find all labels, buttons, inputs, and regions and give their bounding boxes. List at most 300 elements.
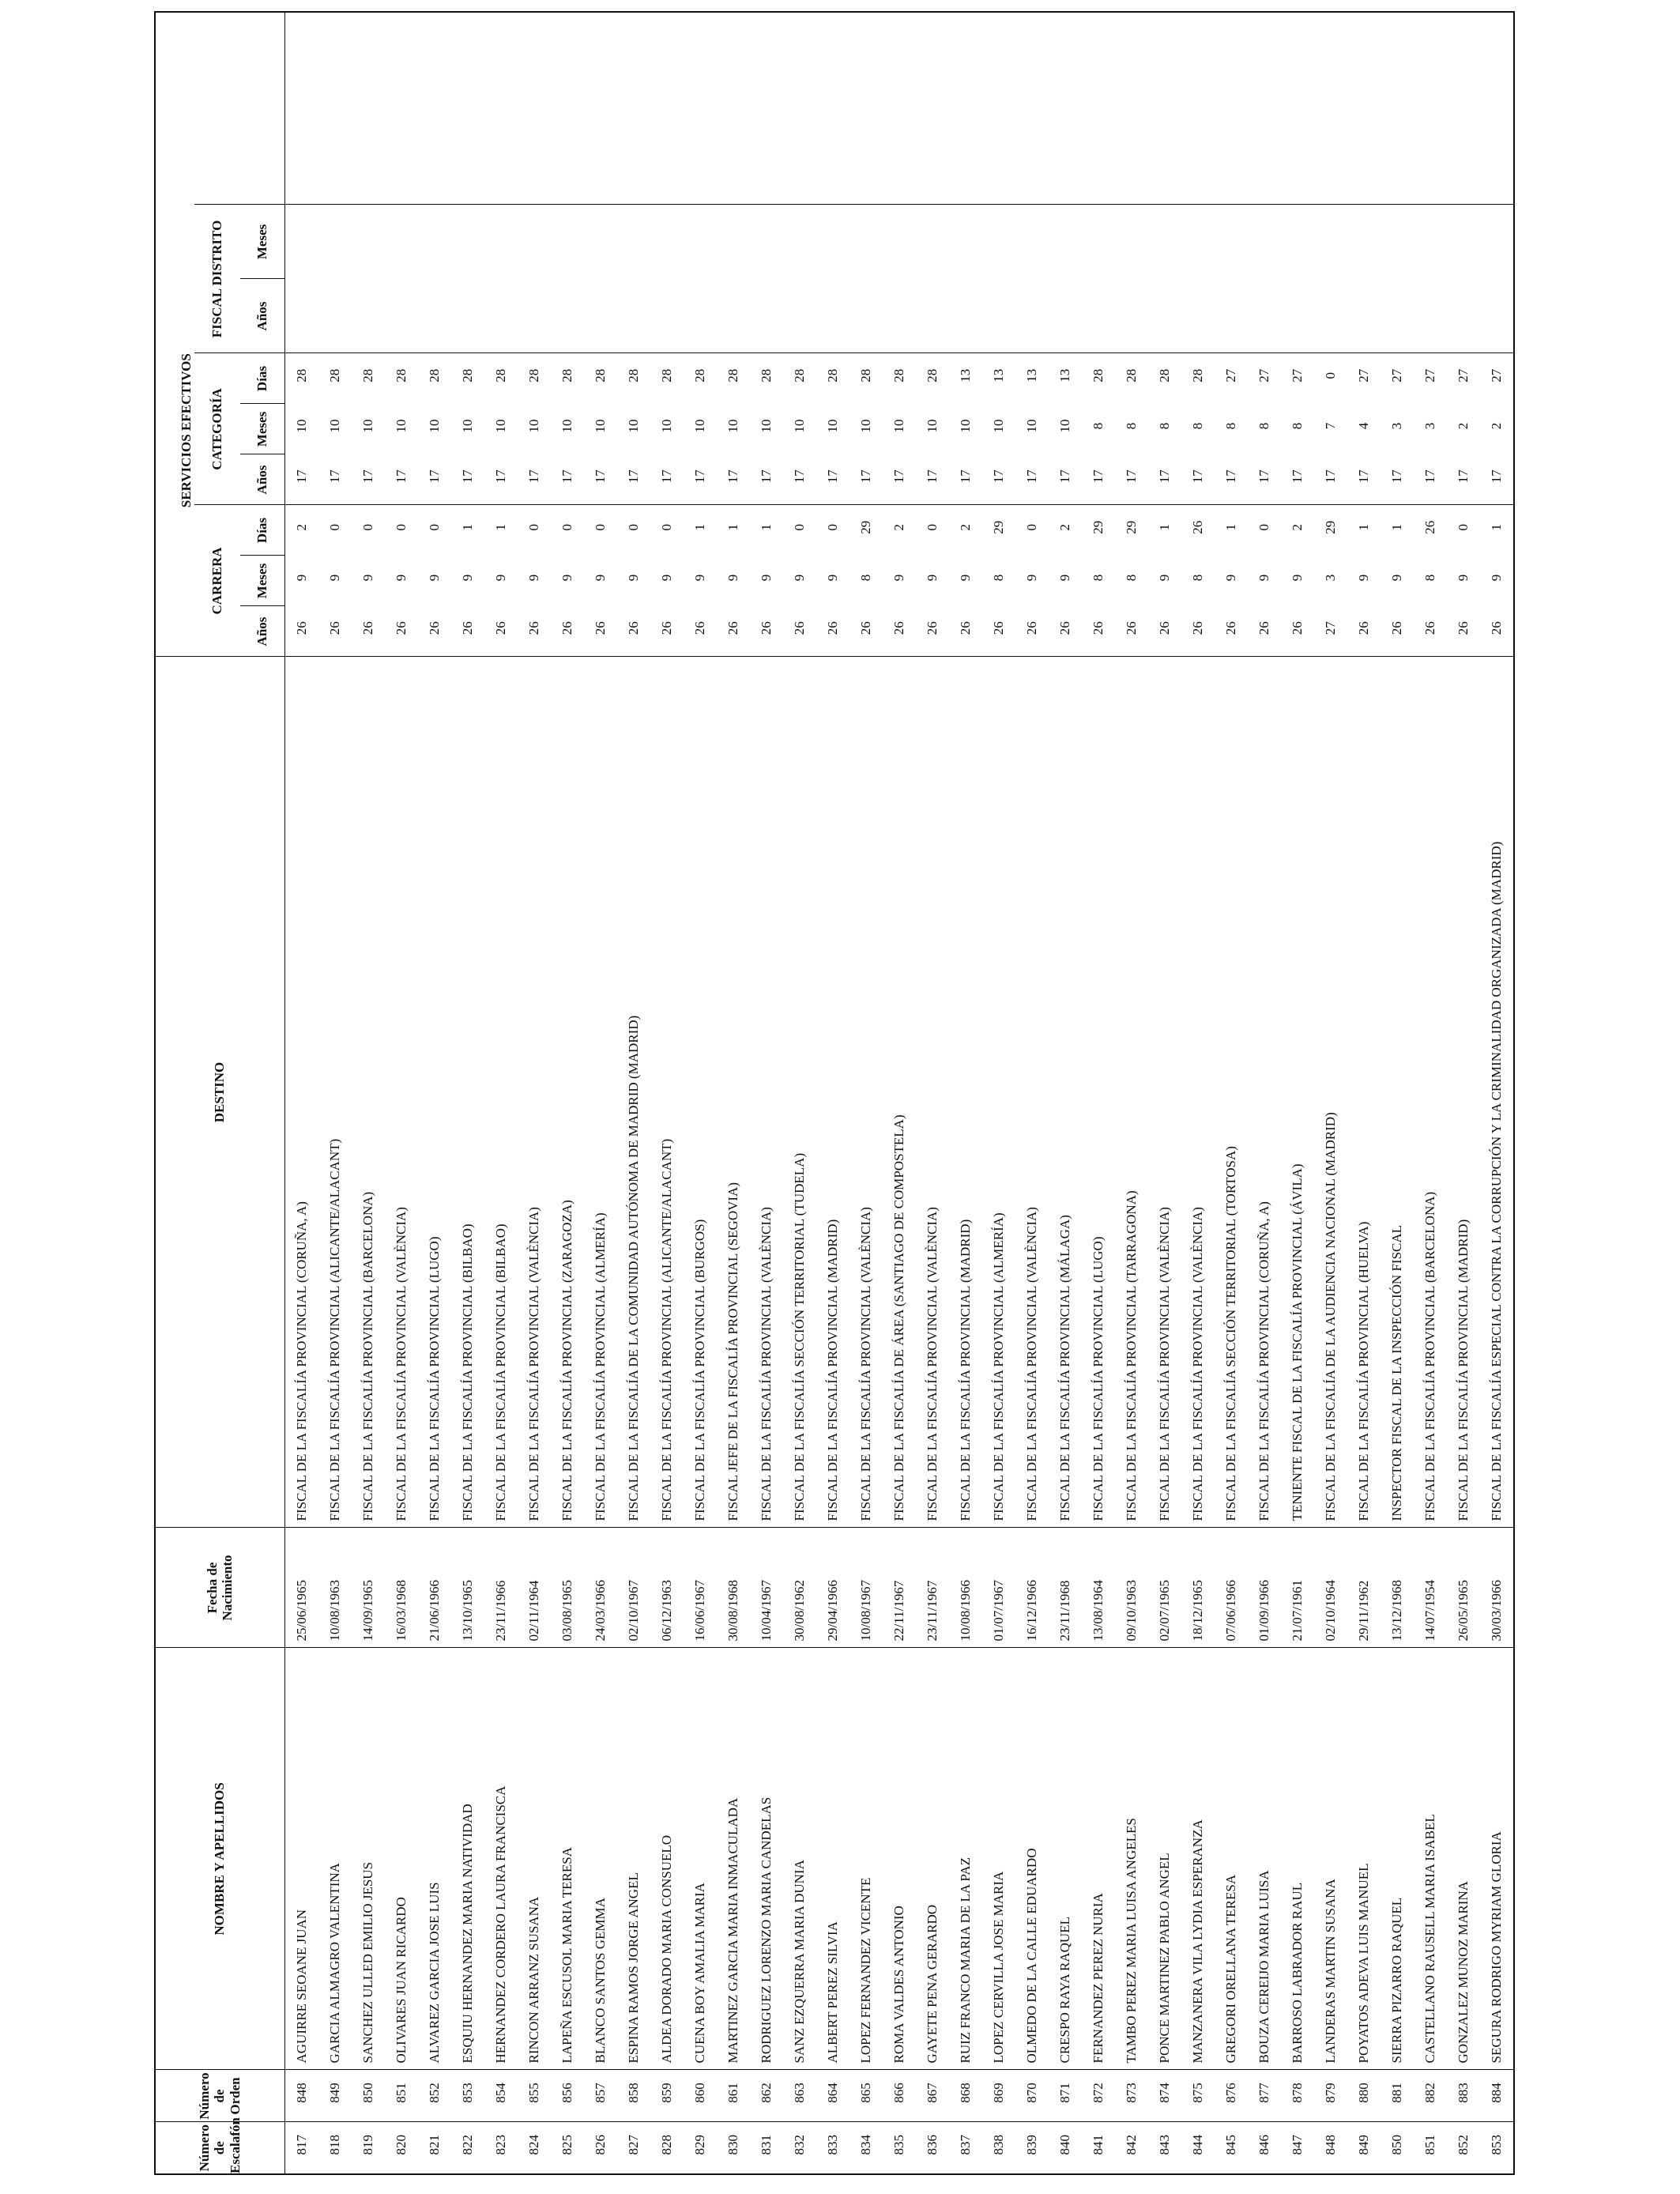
cell-carrera-dias: 2 <box>1049 505 1082 556</box>
table-row <box>1215 12 1248 2174</box>
cell-numero-escalafon: 845 <box>1215 2122 1248 2174</box>
cell-categoria-anos: 17 <box>559 469 574 484</box>
cell-carrera-meses: 9 <box>691 574 707 582</box>
cell-categoria-anos: 17 <box>691 469 707 484</box>
cell-numero-escalafon: 846 <box>1248 2122 1281 2174</box>
cell-destino: FISCAL DE LA FISCALÍA PROVINCIAL (VALÈNCIA) <box>849 657 883 1528</box>
cell-categoria-meses: 3 <box>1422 422 1437 430</box>
cell-carrera-dias: 0 <box>318 505 352 556</box>
table-row <box>982 12 1015 2174</box>
cell-fiscal-distrito-anos <box>1148 279 1181 353</box>
cell-carrera-anos: 26 <box>924 621 940 635</box>
cell-carrera-meses: 9 <box>592 574 608 582</box>
cell-numero-escalafon: 834 <box>849 2122 883 2174</box>
cell-blank <box>684 12 717 205</box>
cell-categoria-meses: 10 <box>725 419 740 433</box>
cell-categoria-meses: 8 <box>1189 422 1205 430</box>
cell-carrera-anos: 26 <box>1488 621 1504 635</box>
cell-carrera-anos: 26 <box>1289 621 1305 635</box>
cell-categoria-dias: 28 <box>451 353 484 404</box>
cell-destino: FISCAL DE LA FISCALÍA PROVINCIAL (VALÈNCIA) <box>750 657 783 1528</box>
cell-carrera-dias: 29 <box>849 505 883 556</box>
cell-carrera-dias: 1 <box>717 505 750 556</box>
cell-blank <box>484 12 518 205</box>
cell-categoria-meses: 10 <box>990 419 1006 433</box>
cell-numero-orden: 875 <box>1181 2070 1215 2122</box>
cell-fiscal-distrito-meses <box>1115 205 1148 279</box>
cell-numero-escalafon: 839 <box>1015 2122 1049 2174</box>
cell-nombre: ALBERT PEREZ SILVIA <box>816 1648 849 2070</box>
cell-categoria-meses: 10 <box>293 419 309 433</box>
cell-categoria-meses: 10 <box>326 419 342 433</box>
cell-blank <box>551 12 584 205</box>
cell-numero-escalafon: 852 <box>1447 2122 1480 2174</box>
cell-numero-escalafon: 820 <box>385 2122 418 2174</box>
cell-carrera-meses: 9 <box>791 574 807 582</box>
cell-fecha-nacimiento: 26/05/1965 <box>1447 1528 1480 1648</box>
cell-fiscal-distrito-meses <box>1181 205 1215 279</box>
cell-fecha-nacimiento: 29/04/1966 <box>816 1528 849 1648</box>
cell-categoria-dias: 28 <box>418 353 451 404</box>
cell-carrera-meses: 8 <box>1090 574 1106 582</box>
cell-numero-escalafon: 824 <box>518 2122 551 2174</box>
cell-categoria-dias: 27 <box>1447 353 1480 404</box>
cell-blank <box>318 12 352 205</box>
cell-categoria-meses: 10 <box>393 419 409 433</box>
cell-carrera-dias: 0 <box>1248 505 1281 556</box>
cell-fecha-nacimiento: 30/08/1968 <box>717 1528 750 1648</box>
table-row <box>717 12 750 2174</box>
table-row <box>1181 12 1215 2174</box>
cell-carrera-meses: 9 <box>1222 574 1238 582</box>
cell-categoria-meses: 10 <box>891 419 906 433</box>
cell-fiscal-distrito-anos <box>584 279 617 353</box>
cell-carrera-meses: 8 <box>1189 574 1205 582</box>
cell-nombre: CUENA BOY AMALIA MARIA <box>684 1648 717 2070</box>
cell-carrera-meses: 9 <box>525 574 541 582</box>
cell-numero-orden: 857 <box>584 2070 617 2122</box>
cell-categoria-dias: 13 <box>1049 353 1082 404</box>
cell-carrera-anos: 26 <box>1156 621 1172 635</box>
cell-destino: FISCAL DE LA FISCALÍA PROVINCIAL (MADRID) <box>949 657 982 1528</box>
cell-fecha-nacimiento: 22/11/1967 <box>883 1528 916 1648</box>
cell-categoria-anos: 17 <box>990 469 1006 484</box>
cell-carrera-dias: 2 <box>284 505 318 556</box>
table-row <box>949 12 982 2174</box>
header-carrera-dias: Días <box>240 505 284 556</box>
table-row <box>750 12 783 2174</box>
cell-fiscal-distrito-anos <box>816 279 849 353</box>
cell-numero-escalafon: 842 <box>1115 2122 1148 2174</box>
cell-blank <box>783 12 816 205</box>
cell-blank <box>1148 12 1181 205</box>
cell-blank <box>949 12 982 205</box>
cell-numero-escalafon: 847 <box>1281 2122 1314 2174</box>
cell-categoria-anos: 17 <box>924 469 940 484</box>
cell-destino: FISCAL DE LA FISCALÍA PROVINCIAL (VALÈNCIA) <box>385 657 418 1528</box>
header-fiscal-distrito-anos: Años <box>240 279 284 353</box>
cell-fiscal-distrito-meses <box>717 205 750 279</box>
cell-fiscal-distrito-anos <box>1215 279 1248 353</box>
cell-blank <box>418 12 451 205</box>
cell-categoria-dias: 28 <box>684 353 717 404</box>
cell-fecha-nacimiento: 29/11/1962 <box>1347 1528 1381 1648</box>
cell-categoria-dias: 28 <box>650 353 684 404</box>
cell-numero-escalafon: 851 <box>1414 2122 1447 2174</box>
cell-carrera-dias: 29 <box>1115 505 1148 556</box>
cell-destino: FISCAL DE LA FISCALÍA PROVINCIAL (VALÈNCIA) <box>1015 657 1049 1528</box>
cell-destino: TENIENTE FISCAL DE LA FISCALÍA PROVINCIAL (ÁVILA) <box>1281 657 1314 1528</box>
cell-carrera-dias: 0 <box>551 505 584 556</box>
cell-fecha-nacimiento: 16/03/1968 <box>385 1528 418 1648</box>
cell-carrera-anos: 26 <box>990 621 1006 635</box>
cell-nombre: ALDEA DORADO MARIA CONSUELO <box>650 1648 684 2070</box>
cell-numero-orden: 864 <box>816 2070 849 2122</box>
header-carrera-anos: Años <box>240 606 284 657</box>
cell-carrera-anos: 26 <box>1123 621 1139 635</box>
table-row <box>816 12 849 2174</box>
cell-fecha-nacimiento: 23/11/1967 <box>916 1528 949 1648</box>
cell-fiscal-distrito-anos <box>717 279 750 353</box>
cell-blank <box>1381 12 1414 205</box>
cell-fiscal-distrito-anos <box>1347 279 1381 353</box>
cell-fiscal-distrito-meses <box>1281 205 1314 279</box>
table-row <box>484 12 518 2174</box>
cell-carrera-anos: 26 <box>1222 621 1238 635</box>
cell-carrera-dias: 1 <box>750 505 783 556</box>
cell-carrera-dias: 0 <box>518 505 551 556</box>
cell-carrera-anos: 26 <box>691 621 707 635</box>
cell-carrera-anos: 26 <box>393 621 409 635</box>
header-nombre: NOMBRE Y APELLIDOS <box>155 1648 284 2070</box>
cell-fiscal-distrito-meses <box>816 205 849 279</box>
cell-fiscal-distrito-meses <box>617 205 650 279</box>
cell-categoria-dias: 0 <box>1314 353 1347 404</box>
cell-categoria-meses: 10 <box>824 419 840 433</box>
table-row <box>584 12 617 2174</box>
cell-fiscal-distrito-anos <box>484 279 518 353</box>
cell-fecha-nacimiento: 01/07/1967 <box>982 1528 1015 1648</box>
cell-numero-escalafon: 823 <box>484 2122 518 2174</box>
cell-carrera-dias: 0 <box>1015 505 1049 556</box>
cell-destino: FISCAL DE LA FISCALÍA PROVINCIAL (LUGO) <box>418 657 451 1528</box>
cell-fiscal-distrito-meses <box>1248 205 1281 279</box>
cell-numero-escalafon: 822 <box>451 2122 484 2174</box>
cell-carrera-meses: 8 <box>857 574 873 582</box>
cell-numero-escalafon: 844 <box>1181 2122 1215 2174</box>
cell-categoria-meses: 8 <box>1156 422 1172 430</box>
cell-categoria-anos: 17 <box>725 469 740 484</box>
cell-numero-orden: 849 <box>318 2070 352 2122</box>
cell-categoria-dias: 28 <box>318 353 352 404</box>
cell-carrera-meses: 9 <box>725 574 740 582</box>
cell-nombre: GONZALEZ MUNOZ MARINA <box>1447 1648 1480 2070</box>
cell-blank <box>1281 12 1314 205</box>
cell-numero-orden: 860 <box>684 2070 717 2122</box>
cell-fiscal-distrito-meses <box>418 205 451 279</box>
table-row <box>1347 12 1381 2174</box>
cell-fiscal-distrito-meses <box>1049 205 1082 279</box>
cell-destino: FISCAL DE LA FISCALÍA PROVINCIAL (CORUÑA, A) <box>284 657 318 1528</box>
cell-fecha-nacimiento: 01/09/1966 <box>1248 1528 1281 1648</box>
cell-nombre: GREGORI ORELLANA TERESA <box>1215 1648 1248 2070</box>
cell-categoria-meses: 10 <box>492 419 508 433</box>
cell-nombre: BLANCO SANTOS GEMMA <box>584 1648 617 2070</box>
cell-categoria-meses: 10 <box>525 419 541 433</box>
cell-categoria-meses: 7 <box>1322 422 1338 430</box>
cell-numero-escalafon: 838 <box>982 2122 1015 2174</box>
header-categoria-dias: Días <box>240 353 284 404</box>
cell-destino: FISCAL DE LA FISCALÍA PROVINCIAL (CORUÑA, A) <box>1248 657 1281 1528</box>
cell-blank <box>883 12 916 205</box>
cell-carrera-dias: 0 <box>385 505 418 556</box>
cell-carrera-dias: 1 <box>484 505 518 556</box>
cell-carrera-anos: 26 <box>326 621 342 635</box>
cell-categoria-meses: 8 <box>1222 422 1238 430</box>
cell-categoria-dias: 28 <box>284 353 318 404</box>
table-row <box>1248 12 1281 2174</box>
cell-categoria-meses: 4 <box>1355 422 1371 430</box>
cell-carrera-anos: 26 <box>1355 621 1371 635</box>
cell-categoria-anos: 17 <box>1322 469 1338 484</box>
escalafon-table-wrapper <box>154 13 1521 2175</box>
cell-categoria-anos: 17 <box>1488 469 1504 484</box>
cell-categoria-meses: 8 <box>1123 422 1139 430</box>
cell-fiscal-distrito-anos <box>650 279 684 353</box>
cell-numero-orden: 852 <box>418 2070 451 2122</box>
cell-fecha-nacimiento: 03/08/1965 <box>551 1528 584 1648</box>
cell-categoria-anos: 17 <box>1189 469 1205 484</box>
cell-categoria-dias: 28 <box>849 353 883 404</box>
cell-categoria-dias: 28 <box>518 353 551 404</box>
cell-destino: FISCAL DE LA FISCALÍA PROVINCIAL (VALÈNCIA) <box>518 657 551 1528</box>
cell-numero-escalafon: 825 <box>551 2122 584 2174</box>
cell-numero-orden: 876 <box>1215 2070 1248 2122</box>
cell-fiscal-distrito-meses <box>883 205 916 279</box>
cell-categoria-anos: 17 <box>393 469 409 484</box>
table-row <box>284 12 318 2174</box>
cell-destino: INSPECTOR FISCAL DE LA INSPECCIÓN FISCAL <box>1381 657 1414 1528</box>
cell-fecha-nacimiento: 30/08/1962 <box>783 1528 816 1648</box>
cell-fiscal-distrito-meses <box>352 205 385 279</box>
cell-carrera-meses: 9 <box>758 574 774 582</box>
cell-fiscal-distrito-meses <box>1347 205 1381 279</box>
cell-fecha-nacimiento: 24/03/1966 <box>584 1528 617 1648</box>
cell-destino: FISCAL DE LA FISCALÍA DE LA AUDIENCIA NACIONAL (MADRID) <box>1314 657 1347 1528</box>
cell-categoria-anos: 17 <box>1455 469 1471 484</box>
cell-destino: FISCAL JEFE DE LA FISCALÍA PROVINCIAL (SEGOVIA) <box>717 657 750 1528</box>
cell-categoria-meses: 10 <box>691 419 707 433</box>
cell-numero-orden: 881 <box>1381 2070 1414 2122</box>
cell-nombre: MANZANERA VILA LYDIA ESPERANZA <box>1181 1648 1215 2070</box>
cell-categoria-anos: 17 <box>1355 469 1371 484</box>
cell-fiscal-distrito-anos <box>1381 279 1414 353</box>
cell-categoria-meses: 10 <box>625 419 641 433</box>
cell-blank <box>849 12 883 205</box>
cell-categoria-anos: 17 <box>426 469 442 484</box>
cell-categoria-dias: 27 <box>1480 353 1514 404</box>
cell-fiscal-distrito-meses <box>1414 205 1447 279</box>
cell-nombre: ESPINA RAMOS JORGE ANGEL <box>617 1648 650 2070</box>
cell-destino: FISCAL DE LA FISCALÍA PROVINCIAL (MÁLAGA) <box>1049 657 1082 1528</box>
cell-carrera-anos: 26 <box>1256 621 1271 635</box>
cell-carrera-anos: 26 <box>857 621 873 635</box>
cell-categoria-dias: 28 <box>352 353 385 404</box>
header-fiscal-distrito-meses: Meses <box>240 205 284 279</box>
cell-numero-orden: 879 <box>1314 2070 1347 2122</box>
header-categoria: CATEGORÍA <box>194 353 240 505</box>
cell-fiscal-distrito-anos <box>916 279 949 353</box>
cell-carrera-anos: 26 <box>891 621 906 635</box>
cell-categoria-dias: 28 <box>551 353 584 404</box>
cell-destino: FISCAL DE LA FISCALÍA PROVINCIAL (VALÈNCIA) <box>916 657 949 1528</box>
cell-nombre: CRESPO RAYA RAQUEL <box>1049 1648 1082 2070</box>
cell-carrera-anos: 26 <box>1189 621 1205 635</box>
cell-categoria-dias: 27 <box>1215 353 1248 404</box>
cell-destino: FISCAL DE LA FISCALÍA PROVINCIAL (ALMERÍA) <box>584 657 617 1528</box>
cell-destino: FISCAL DE LA FISCALÍA SECCIÓN TERRITORIAL (TUDELA) <box>783 657 816 1528</box>
cell-fiscal-distrito-meses <box>451 205 484 279</box>
table-row <box>1414 12 1447 2174</box>
table-row <box>684 12 717 2174</box>
cell-categoria-meses: 8 <box>1256 422 1271 430</box>
cell-categoria-dias: 28 <box>1181 353 1215 404</box>
cell-nombre: ALVAREZ GARCIA JOSE LUIS <box>418 1648 451 2070</box>
cell-fiscal-distrito-anos <box>418 279 451 353</box>
cell-fiscal-distrito-meses <box>1447 205 1480 279</box>
cell-carrera-anos: 26 <box>1057 621 1072 635</box>
cell-carrera-anos: 26 <box>459 621 475 635</box>
cell-nombre: SEGURA RODRIGO MYRIAM GLORIA <box>1480 1648 1514 2070</box>
cell-destino: FISCAL DE LA FISCALÍA DE LA COMUNIDAD AUTÓNOMA DE MADRID (MADRID) <box>617 657 650 1528</box>
cell-categoria-anos: 17 <box>360 469 375 484</box>
cell-carrera-meses: 8 <box>990 574 1006 582</box>
cell-numero-orden: 851 <box>385 2070 418 2122</box>
cell-categoria-anos: 17 <box>1057 469 1072 484</box>
cell-carrera-dias: 1 <box>1347 505 1381 556</box>
table-row <box>1082 12 1115 2174</box>
cell-carrera-dias: 29 <box>982 505 1015 556</box>
cell-carrera-meses: 9 <box>1355 574 1371 582</box>
cell-carrera-dias: 1 <box>1148 505 1181 556</box>
cell-fiscal-distrito-meses <box>1015 205 1049 279</box>
cell-carrera-dias: 1 <box>684 505 717 556</box>
cell-categoria-dias: 28 <box>816 353 849 404</box>
cell-fiscal-distrito-anos <box>518 279 551 353</box>
cell-destino: FISCAL DE LA FISCALÍA PROVINCIAL (BILBAO) <box>451 657 484 1528</box>
cell-fiscal-distrito-anos <box>783 279 816 353</box>
cell-carrera-anos: 26 <box>1023 621 1039 635</box>
cell-categoria-meses: 2 <box>1488 422 1504 430</box>
cell-fiscal-distrito-anos <box>1314 279 1347 353</box>
cell-carrera-dias: 2 <box>1281 505 1314 556</box>
cell-categoria-meses: 10 <box>1023 419 1039 433</box>
cell-fecha-nacimiento: 16/06/1967 <box>684 1528 717 1648</box>
cell-carrera-dias: 1 <box>1215 505 1248 556</box>
table-row <box>352 12 385 2174</box>
cell-blank <box>284 12 318 205</box>
table-row <box>318 12 352 2174</box>
cell-carrera-meses: 9 <box>658 574 674 582</box>
cell-fiscal-distrito-meses <box>783 205 816 279</box>
cell-numero-escalafon: 830 <box>717 2122 750 2174</box>
cell-carrera-meses: 9 <box>360 574 375 582</box>
cell-carrera-dias: 0 <box>617 505 650 556</box>
cell-fiscal-distrito-meses <box>650 205 684 279</box>
table-row <box>617 12 650 2174</box>
cell-blank <box>617 12 650 205</box>
cell-fiscal-distrito-meses <box>1082 205 1115 279</box>
header-carrera-meses: Meses <box>240 556 284 606</box>
cell-fiscal-distrito-meses <box>750 205 783 279</box>
cell-fecha-nacimiento: 18/12/1965 <box>1181 1528 1215 1648</box>
cell-carrera-anos: 26 <box>1422 621 1437 635</box>
cell-blank <box>1215 12 1248 205</box>
cell-categoria-anos: 17 <box>525 469 541 484</box>
table-row <box>1015 12 1049 2174</box>
table-row <box>451 12 484 2174</box>
cell-nombre: OLIVARES JUAN RICARDO <box>385 1648 418 2070</box>
cell-carrera-anos: 26 <box>625 621 641 635</box>
cell-carrera-dias: 1 <box>1480 505 1514 556</box>
cell-carrera-meses: 9 <box>492 574 508 582</box>
header-fiscal-distrito: FISCAL DISTRITO <box>194 205 240 353</box>
cell-blank <box>1248 12 1281 205</box>
cell-nombre: LAPEÑA ESCUSOL MARIA TERESA <box>551 1648 584 2070</box>
cell-fecha-nacimiento: 09/10/1963 <box>1115 1528 1148 1648</box>
cell-carrera-meses: 9 <box>924 574 940 582</box>
cell-fiscal-distrito-anos <box>1281 279 1314 353</box>
cell-categoria-meses: 10 <box>592 419 608 433</box>
cell-nombre: LOPEZ FERNANDEZ VICENTE <box>849 1648 883 2070</box>
cell-nombre: AGUIRRE SEOANE JUAN <box>284 1648 318 2070</box>
cell-fiscal-distrito-meses <box>916 205 949 279</box>
cell-fiscal-distrito-meses <box>1314 205 1347 279</box>
cell-blank <box>451 12 484 205</box>
cell-carrera-meses: 9 <box>1057 574 1072 582</box>
cell-fiscal-distrito-anos <box>1015 279 1049 353</box>
cell-categoria-meses: 10 <box>658 419 674 433</box>
header-numero-orden: Número de Orden <box>155 2070 284 2122</box>
header-categoria-meses: Meses <box>240 404 284 454</box>
cell-nombre: RUIZ FRANCO MARIA DE LA PAZ <box>949 1648 982 2070</box>
header-destino: DESTINO <box>155 657 284 1528</box>
cell-categoria-dias: 27 <box>1347 353 1381 404</box>
cell-fecha-nacimiento: 10/08/1966 <box>949 1528 982 1648</box>
cell-fiscal-distrito-meses <box>484 205 518 279</box>
cell-carrera-meses: 9 <box>957 574 973 582</box>
cell-carrera-meses: 9 <box>293 574 309 582</box>
cell-numero-escalafon: 818 <box>318 2122 352 2174</box>
cell-carrera-dias: 1 <box>451 505 484 556</box>
cell-destino: FISCAL DE LA FISCALÍA PROVINCIAL (BILBAO) <box>484 657 518 1528</box>
cell-carrera-dias: 26 <box>1181 505 1215 556</box>
cell-numero-orden: 859 <box>650 2070 684 2122</box>
cell-nombre: OLMEDO DE LA CALLE EDUARDO <box>1015 1648 1049 2070</box>
cell-categoria-dias: 28 <box>750 353 783 404</box>
cell-carrera-meses: 8 <box>1422 574 1437 582</box>
cell-fiscal-distrito-meses <box>1381 205 1414 279</box>
cell-categoria-meses: 10 <box>857 419 873 433</box>
cell-carrera-dias: 26 <box>1414 505 1447 556</box>
cell-carrera-meses: 9 <box>1023 574 1039 582</box>
cell-categoria-anos: 17 <box>957 469 973 484</box>
cell-fecha-nacimiento: 06/12/1963 <box>650 1528 684 1648</box>
cell-fiscal-distrito-anos <box>1115 279 1148 353</box>
cell-nombre: LOPEZ CERVILLA JOSE MARIA <box>982 1648 1015 2070</box>
cell-categoria-anos: 17 <box>1123 469 1139 484</box>
cell-fiscal-distrito-meses <box>949 205 982 279</box>
